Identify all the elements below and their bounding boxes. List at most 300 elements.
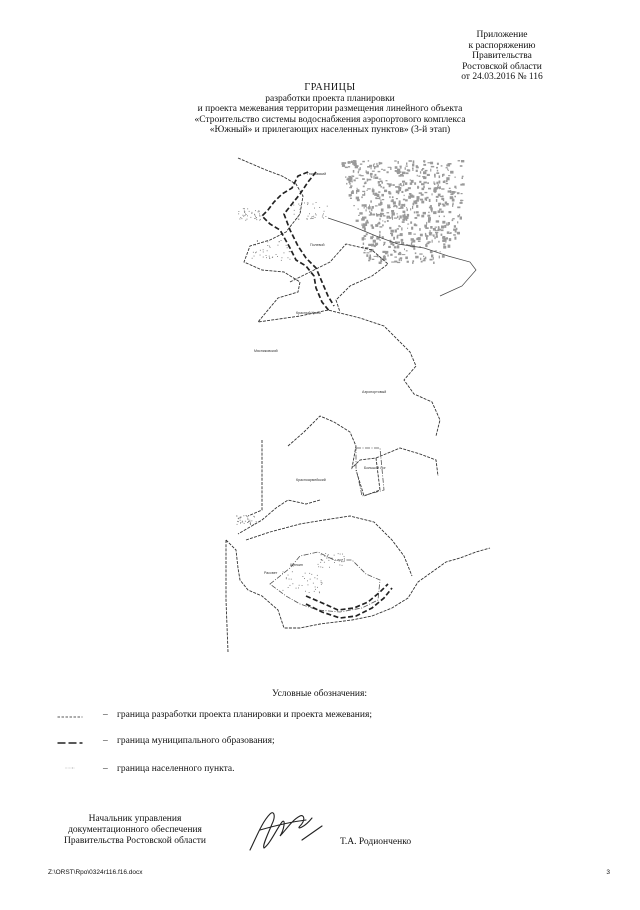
settlement-boundary-south: [270, 552, 380, 612]
urban-block: [440, 251, 441, 252]
urban-block: [371, 224, 373, 226]
place-label: Красный Крым: [296, 311, 321, 315]
urban-block: [375, 243, 378, 246]
village-building: [255, 216, 256, 217]
urban-block: [412, 262, 413, 264]
urban-block: [411, 227, 413, 230]
village-building: [288, 257, 289, 258]
appendix-line: Приложение: [476, 30, 528, 40]
place-label: Щепкин: [290, 563, 303, 567]
urban-block: [386, 180, 388, 181]
urban-block: [460, 217, 462, 220]
urban-block: [420, 171, 421, 174]
village-building: [247, 208, 248, 209]
urban-block: [387, 206, 390, 209]
urban-block: [394, 205, 397, 207]
village-building: [307, 203, 308, 204]
village-building: [267, 250, 268, 251]
urban-block: [370, 200, 372, 202]
village-building: [238, 211, 239, 212]
village-building: [314, 591, 315, 592]
village-building: [313, 204, 314, 205]
urban-block: [423, 256, 424, 258]
urban-block: [362, 178, 365, 180]
urban-block: [417, 187, 419, 188]
urban-block: [373, 193, 374, 195]
urban-block: [394, 246, 397, 248]
urban-block: [409, 193, 412, 195]
village-building: [309, 573, 310, 574]
village-building: [307, 218, 308, 219]
urban-block: [369, 165, 372, 167]
place-label: Полевой: [310, 243, 325, 247]
urban-block: [382, 220, 383, 221]
urban-block: [413, 247, 415, 250]
urban-block: [398, 208, 401, 209]
village-building: [342, 565, 343, 566]
urban-block: [364, 224, 367, 227]
urban-block: [436, 220, 439, 222]
urban-block: [428, 220, 431, 223]
village-building: [240, 217, 241, 218]
urban-block: [416, 205, 418, 208]
urban-block: [451, 191, 454, 193]
urban-block: [399, 258, 400, 261]
village-building: [308, 584, 309, 585]
urban-block: [401, 191, 403, 193]
urban-block: [370, 212, 372, 215]
urban-block: [439, 216, 440, 218]
urban-block: [356, 220, 359, 222]
urban-block: [431, 210, 432, 213]
place-label: Гниловский: [307, 172, 327, 176]
urban-block: [383, 215, 386, 216]
urban-block: [431, 166, 434, 168]
urban-block: [387, 216, 390, 217]
urban-block: [359, 212, 362, 214]
urban-block: [411, 241, 412, 243]
village-building: [299, 585, 300, 586]
urban-block: [447, 168, 448, 170]
urban-block: [445, 202, 447, 205]
place-label: Красноармейский: [296, 478, 326, 482]
urban-block: [430, 259, 433, 261]
urban-block: [398, 203, 400, 206]
urban-block: [376, 214, 378, 217]
urban-block: [452, 219, 454, 221]
village-building: [344, 561, 345, 562]
urban-block: [434, 176, 435, 178]
village-building: [244, 212, 245, 213]
urban-block: [441, 226, 444, 229]
urban-block: [410, 221, 412, 223]
urban-block: [442, 221, 445, 224]
urban-block: [392, 184, 394, 186]
urban-block: [349, 183, 351, 184]
urban-block: [420, 258, 421, 260]
village-building: [305, 591, 306, 592]
urban-block: [375, 205, 378, 206]
village-building: [344, 558, 345, 559]
urban-block: [355, 160, 356, 163]
urban-block: [437, 170, 438, 172]
village-building: [284, 252, 285, 253]
urban-block: [429, 199, 431, 202]
village-building: [258, 211, 259, 212]
village-building: [290, 251, 291, 252]
urban-block: [418, 241, 421, 243]
urban-block: [366, 170, 367, 173]
urban-block: [426, 222, 427, 225]
urban-block: [374, 256, 377, 257]
urban-block: [400, 171, 401, 173]
urban-block: [374, 176, 375, 179]
urban-block: [394, 160, 397, 161]
urban-block: [399, 252, 401, 253]
village-building: [240, 523, 241, 524]
urban-block: [372, 214, 375, 216]
urban-block: [393, 250, 395, 251]
village-building: [290, 585, 291, 586]
village-building: [309, 592, 310, 593]
urban-block: [413, 203, 415, 206]
village-building: [240, 518, 241, 519]
urban-block: [367, 179, 368, 182]
urban-block: [397, 245, 399, 248]
urban-block: [403, 183, 404, 186]
village-building: [247, 516, 248, 517]
urban-block: [436, 172, 439, 174]
urban-block: [404, 195, 405, 196]
urban-block: [407, 261, 409, 263]
urban-block: [447, 231, 450, 234]
village-building: [315, 217, 316, 218]
urban-block: [460, 165, 463, 167]
urban-block: [438, 241, 439, 243]
village-building: [322, 567, 323, 568]
municipal-boundary-middle: [238, 416, 438, 534]
municipal-boundary-south: [226, 516, 490, 652]
urban-block: [412, 168, 414, 170]
urban-block: [406, 219, 408, 221]
urban-block: [372, 259, 375, 260]
urban-block: [441, 198, 443, 200]
village-building: [294, 214, 295, 215]
village-building: [298, 588, 299, 589]
urban-block: [413, 240, 416, 243]
urban-block: [407, 228, 408, 229]
legend-separator: –: [103, 764, 108, 774]
urban-block: [438, 229, 440, 231]
village-building: [244, 523, 245, 524]
urban-block: [416, 199, 419, 202]
urban-block: [428, 217, 431, 220]
village-building: [309, 213, 310, 214]
village-building: [324, 562, 325, 563]
urban-block: [462, 183, 465, 185]
village-building: [298, 219, 299, 220]
village-building: [254, 256, 255, 257]
village-building: [328, 560, 329, 561]
urban-block: [379, 179, 382, 180]
urban-block: [439, 175, 441, 178]
urban-block: [446, 177, 449, 180]
urban-block: [443, 246, 446, 249]
urban-block: [370, 173, 373, 176]
urban-block: [441, 211, 442, 213]
urban-block: [392, 196, 394, 198]
village-building: [270, 247, 271, 248]
urban-block: [443, 204, 446, 206]
urban-block: [392, 212, 395, 215]
village-building: [307, 580, 308, 581]
urban-block: [413, 201, 416, 204]
village-building: [286, 578, 287, 579]
urban-block: [364, 250, 365, 251]
urban-block: [425, 192, 428, 193]
village-building: [247, 519, 248, 520]
urban-block: [380, 200, 381, 203]
village-building: [254, 215, 255, 216]
municipal-boundary-north-2: [290, 244, 388, 312]
village-building: [316, 202, 317, 203]
urban-block: [368, 260, 370, 261]
village-building: [243, 208, 244, 209]
urban-block: [441, 188, 444, 189]
urban-block: [362, 224, 363, 227]
urban-block: [357, 189, 360, 191]
urban-block: [403, 204, 404, 205]
appendix-line: к распоряжению: [468, 40, 536, 51]
urban-block: [430, 169, 431, 172]
village-building: [243, 515, 244, 516]
urban-block: [366, 254, 368, 257]
urban-block: [382, 251, 385, 253]
thin-dashed-line-icon: [45, 716, 95, 718]
village-building: [337, 560, 338, 561]
urban-block: [372, 206, 374, 209]
urban-block: [427, 182, 429, 184]
village-building: [257, 241, 258, 242]
urban-block: [343, 162, 347, 164]
urban-block: [450, 194, 453, 196]
urban-block: [405, 189, 408, 191]
village-building: [312, 218, 313, 219]
village-building: [252, 212, 253, 213]
urban-block: [403, 199, 405, 201]
urban-block: [382, 199, 384, 200]
urban-block: [378, 181, 380, 184]
urban-block: [397, 216, 398, 218]
urban-block: [443, 181, 446, 183]
village-building: [322, 583, 323, 584]
village-building: [329, 567, 330, 568]
urban-block: [421, 183, 425, 185]
signer-position-line: документационного обеспечения: [68, 825, 202, 835]
urban-block: [405, 216, 408, 219]
urban-block: [446, 183, 448, 184]
village-building: [269, 256, 270, 257]
urban-block: [453, 229, 456, 231]
village-building: [286, 245, 287, 246]
village-building: [317, 587, 318, 588]
urban-block: [379, 231, 380, 234]
village-building: [241, 218, 242, 219]
village-building: [293, 205, 294, 206]
village-building: [238, 213, 239, 214]
village-building: [317, 575, 318, 576]
urban-block: [440, 229, 443, 231]
urban-block: [353, 205, 355, 206]
urban-block: [433, 189, 436, 192]
urban-block: [396, 198, 398, 199]
village-building: [313, 218, 314, 219]
village-building: [334, 555, 335, 556]
urban-block: [364, 204, 366, 207]
urban-block: [397, 228, 399, 229]
urban-block: [423, 177, 426, 179]
village-building: [253, 516, 254, 517]
urban-block: [437, 186, 438, 189]
urban-block: [393, 244, 395, 246]
urban-block: [369, 255, 371, 258]
signer-position: [40, 814, 230, 847]
urban-block: [426, 199, 427, 201]
urban-block: [379, 162, 382, 164]
urban-block: [402, 181, 405, 183]
urban-block: [434, 237, 435, 240]
village-building: [311, 574, 312, 575]
appendix-line: Правительства: [472, 51, 532, 62]
village-building: [318, 564, 319, 565]
footer-file-path: Z:\ORST\Rpo\0324r116.f16.docx: [48, 869, 143, 876]
urban-block: [399, 175, 402, 177]
urban-block: [393, 237, 395, 240]
urban-block: [362, 191, 365, 192]
urban-block: [457, 207, 460, 209]
village-building: [245, 215, 246, 216]
urban-block: [376, 198, 379, 199]
appendix-line: Ростовской области: [462, 61, 542, 72]
village-building: [342, 554, 343, 555]
urban-block: [460, 200, 462, 202]
urban-block: [397, 262, 400, 263]
urban-block: [366, 209, 367, 211]
urban-block: [380, 213, 383, 216]
village-building: [289, 579, 290, 580]
urban-block: [388, 167, 392, 168]
urban-block: [428, 188, 431, 190]
village-building: [322, 217, 323, 218]
urban-block: [364, 235, 367, 237]
village-building: [251, 213, 252, 214]
urban-block: [375, 224, 378, 227]
village-building: [248, 521, 249, 522]
urban-block: [430, 226, 432, 229]
urban-block: [379, 218, 380, 220]
village-building: [326, 558, 327, 559]
village-building: [339, 561, 340, 562]
place-label: Большой Лог: [364, 466, 386, 470]
urban-block: [455, 177, 456, 178]
village-building: [245, 521, 246, 522]
village-building: [239, 219, 240, 220]
urban-block: [418, 176, 420, 177]
village-building: [256, 521, 257, 522]
urban-block: [383, 244, 384, 246]
urban-block: [369, 205, 370, 207]
urban-block: [436, 182, 438, 185]
urban-block: [388, 246, 391, 248]
village-building: [323, 218, 324, 219]
urban-block: [385, 253, 388, 254]
urban-block: [421, 169, 423, 170]
village-building: [291, 579, 292, 580]
signer-position-line: Начальник управления: [88, 814, 182, 824]
urban-block: [389, 196, 390, 198]
village-building: [244, 211, 245, 212]
urban-block: [378, 184, 381, 186]
urban-block: [457, 221, 458, 223]
urban-block: [360, 167, 361, 170]
urban-block: [401, 239, 403, 241]
urban-block: [400, 166, 402, 168]
urban-block: [454, 196, 456, 198]
village-building: [255, 210, 256, 211]
legend-label: граница разработки проекта планировки и проекта межевания;: [117, 710, 372, 720]
urban-block: [375, 174, 377, 176]
urban-block: [448, 222, 450, 225]
urban-block: [430, 162, 433, 165]
urban-block: [406, 250, 408, 251]
urban-block: [457, 192, 460, 194]
urban-block: [450, 191, 451, 192]
urban-block: [412, 170, 413, 171]
urban-block: [452, 218, 454, 219]
urban-block: [374, 166, 377, 167]
village-building: [259, 211, 260, 212]
village-building: [249, 211, 250, 212]
urban-block: [342, 164, 345, 167]
urban-block: [405, 257, 408, 260]
village-building: [254, 218, 255, 219]
urban-block: [376, 194, 379, 196]
village-building: [328, 554, 329, 555]
urban-block: [395, 166, 398, 169]
village-building: [320, 567, 321, 568]
village-building: [321, 560, 322, 561]
urban-block: [412, 206, 413, 209]
village-building: [288, 575, 289, 576]
urban-block: [405, 167, 406, 170]
urban-block: [382, 213, 384, 215]
urban-block: [390, 254, 392, 256]
urban-block: [454, 186, 456, 188]
village-building: [241, 517, 242, 518]
village-building: [322, 560, 323, 561]
urban-block: [348, 163, 350, 164]
urban-block: [417, 175, 418, 177]
urban-block: [398, 187, 401, 189]
urban-block: [405, 182, 407, 185]
urban-block: [398, 225, 399, 227]
urban-block: [430, 230, 431, 233]
urban-block: [362, 218, 365, 220]
village-building: [315, 213, 316, 214]
urban-block: [382, 224, 384, 226]
village-building: [321, 554, 322, 555]
village-building: [266, 257, 267, 258]
